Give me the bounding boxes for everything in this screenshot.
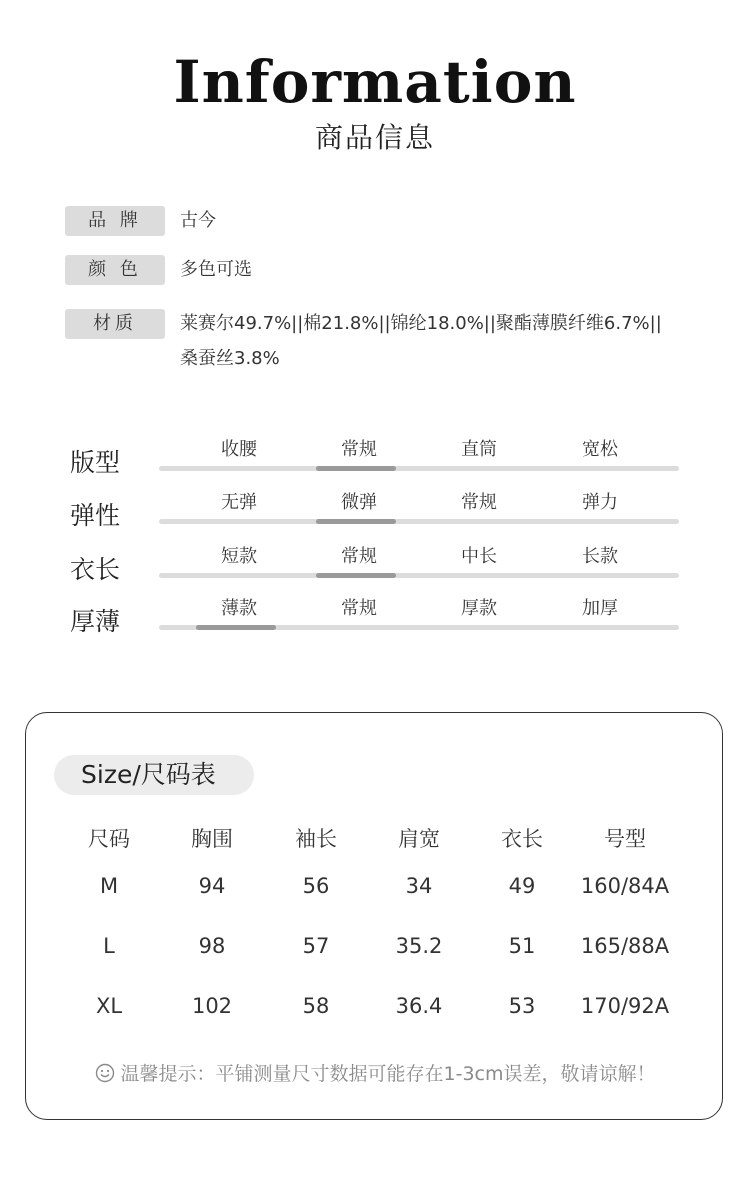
scale-bar	[159, 573, 679, 578]
scale-row	[0, 492, 750, 546]
attr-value-material-line2: 桑蚕丝3.8%	[180, 348, 280, 369]
header-cell: 号型	[604, 827, 646, 851]
attr-label-brand: 品 牌	[65, 206, 165, 236]
scale-name: 弹性	[70, 501, 121, 530]
scale-option: 短款	[221, 546, 257, 567]
attr-value-brand: 古今	[180, 210, 216, 231]
table-cell: 34	[405, 874, 433, 898]
table-cell: 51	[508, 934, 536, 958]
table-cell: 170/92A	[580, 994, 670, 1018]
header-cell: 衣长	[501, 827, 543, 851]
table-cell: 160/84A	[580, 874, 670, 898]
table-cell: 36.4	[395, 994, 443, 1018]
header-cell: 肩宽	[398, 827, 440, 851]
table-cell: 49	[508, 874, 536, 898]
table-cell: 58	[302, 994, 330, 1018]
scale-highlight	[196, 625, 276, 630]
title-en: Information	[173, 48, 577, 116]
scale-row	[0, 598, 750, 652]
scale-option: 常规	[341, 546, 377, 567]
size-title: Size/尺码表	[54, 755, 254, 795]
size-note-text: 温馨提示：平铺测量尺寸数据可能存在1-3cm误差，敬请谅解！	[120, 1063, 656, 1085]
scale-row	[0, 546, 750, 600]
scale-option: 宽松	[582, 439, 618, 460]
scale-option: 厚款	[461, 598, 497, 619]
scale-option: 微弹	[341, 492, 377, 513]
scale-option: 中长	[461, 546, 497, 567]
table-cell: XL	[95, 994, 123, 1018]
header-cell: 尺码	[88, 827, 130, 851]
attr-label-color: 颜 色	[65, 255, 165, 285]
smile-icon	[95, 1063, 115, 1085]
header-cell: 袖长	[295, 827, 337, 851]
table-cell: 35.2	[395, 934, 443, 958]
scale-option: 直筒	[461, 439, 497, 460]
table-cell: 57	[302, 934, 330, 958]
scale-option: 常规	[461, 492, 497, 513]
scale-option: 常规	[341, 439, 377, 460]
header-cell: 胸围	[191, 827, 233, 851]
table-cell: 165/88A	[580, 934, 670, 958]
table-cell: M	[99, 874, 119, 898]
attr-value-color: 多色可选	[180, 259, 252, 280]
attr-label-material: 材质	[65, 309, 165, 339]
scale-name: 厚薄	[70, 607, 121, 636]
table-cell: 53	[508, 994, 536, 1018]
scale-option: 无弹	[221, 492, 257, 513]
scale-highlight	[316, 519, 396, 524]
scale-option: 长款	[582, 546, 618, 567]
scale-row	[0, 439, 750, 493]
scale-option: 薄款	[221, 598, 257, 619]
scale-bar	[159, 466, 679, 471]
scale-option: 常规	[341, 598, 377, 619]
size-note	[26, 1059, 724, 1086]
scale-option: 弹力	[582, 492, 618, 513]
scale-highlight	[316, 466, 396, 471]
table-cell: 98	[198, 934, 226, 958]
table-cell: 94	[198, 874, 226, 898]
scale-name: 版型	[70, 448, 121, 477]
table-cell: 102	[191, 994, 233, 1018]
table-cell: 56	[302, 874, 330, 898]
table-cell: L	[103, 934, 115, 958]
scale-option: 收腰	[221, 439, 257, 460]
scale-highlight	[316, 573, 396, 578]
title-cn: 商品信息	[314, 121, 435, 154]
size-card	[25, 712, 723, 1120]
attr-value-material-line1: 莱赛尔49.7%||棉21.8%||锦纶18.0%||聚酯薄膜纤维6.7%||	[180, 313, 662, 334]
scale-name: 衣长	[70, 555, 121, 584]
scale-bar	[159, 519, 679, 524]
scale-option: 加厚	[582, 598, 618, 619]
